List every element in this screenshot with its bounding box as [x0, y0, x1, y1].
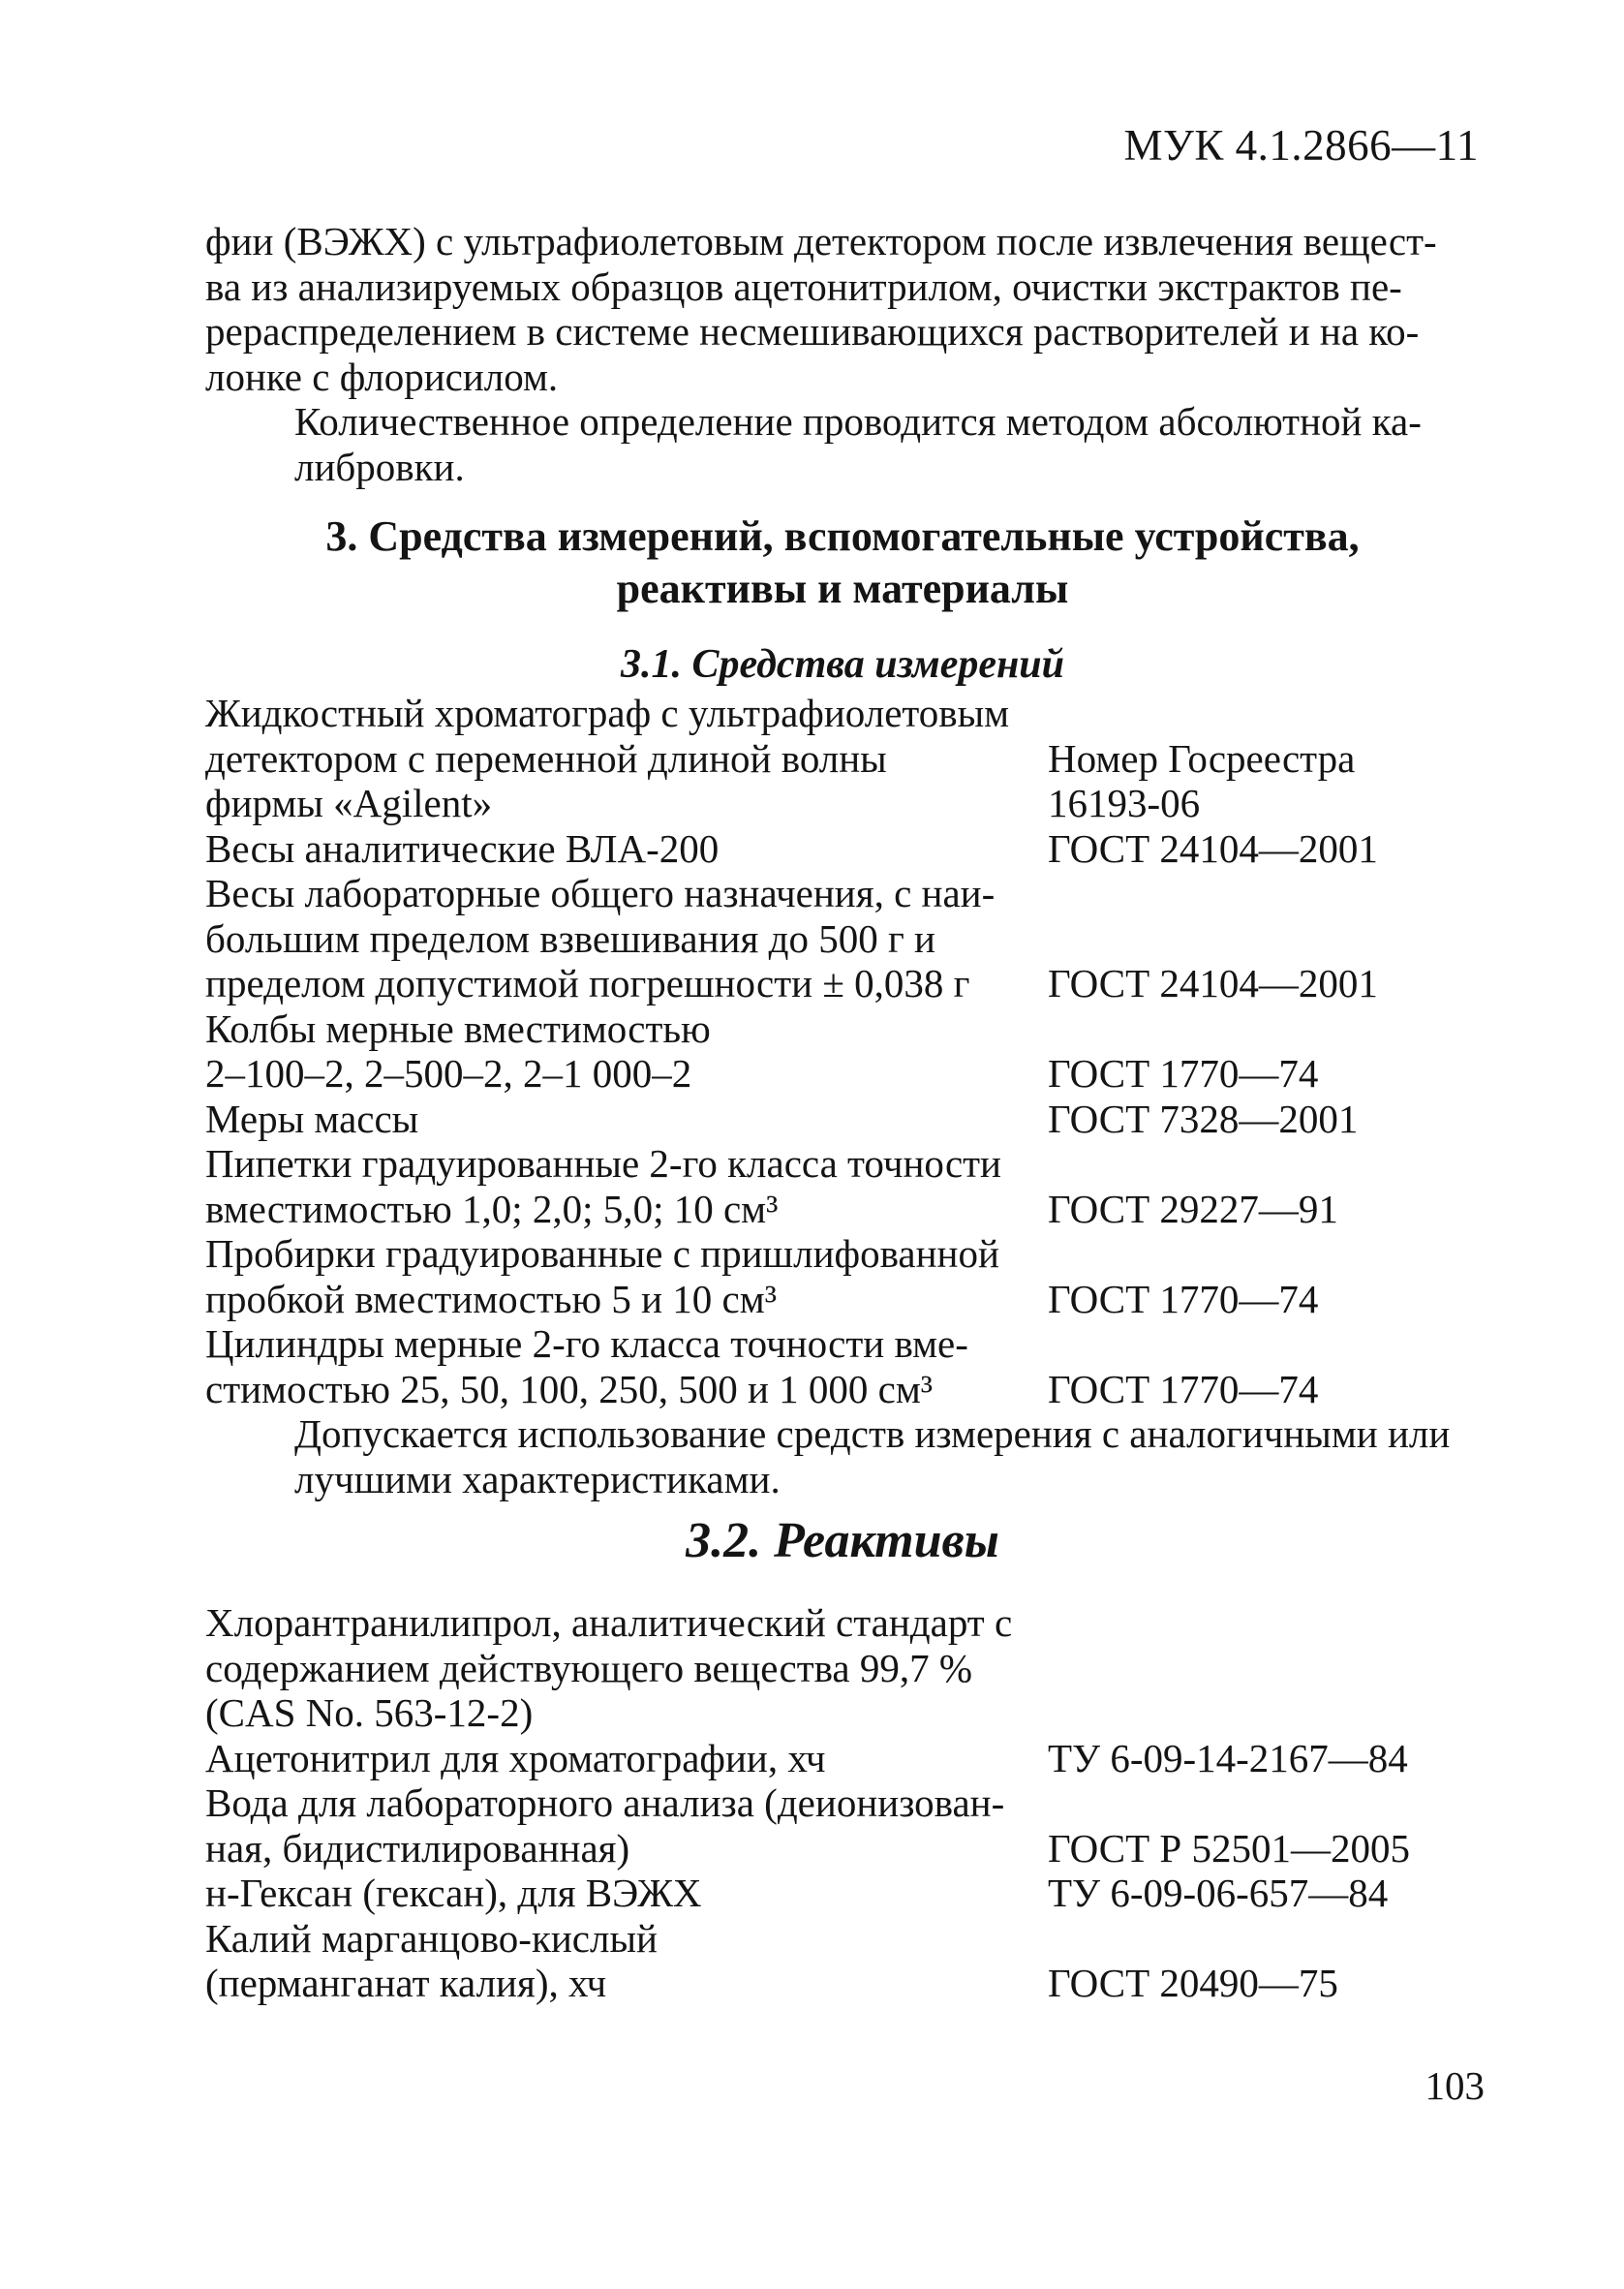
- page-content: [205, 219, 1480, 2006]
- note-line: Допускается использование средств измерения с аналогичными или: [294, 1411, 1451, 1456]
- item-description: [205, 1871, 1048, 1916]
- item-standard-line: ТУ 6-09-06-657—84: [1048, 1871, 1389, 1915]
- list-item: [205, 1006, 1480, 1097]
- item-description-line: Весы лабораторные общего назначения, с наи-: [205, 871, 996, 915]
- item-description-line: Калий марганцово-кислый: [205, 1915, 658, 1961]
- item-description: [205, 1097, 1048, 1142]
- item-standard-line: ГОСТ 1770—74: [1048, 1276, 1319, 1321]
- item-standard-reference: [1048, 1826, 1480, 1871]
- item-standard-reference: [1048, 1277, 1480, 1322]
- item-standard-line: ГОСТ 24104—2001: [1048, 961, 1378, 1005]
- item-standard-reference: [1048, 1736, 1480, 1781]
- measuring-instruments-list: [205, 691, 1480, 1411]
- item-description-line: пределом допустимой погрешности ± 0,038 г: [205, 961, 970, 1005]
- item-description: [205, 1736, 1048, 1781]
- item-description-line: Ацетонитрил для хроматографии, хч: [205, 1735, 826, 1780]
- item-standard-line: 16193-06: [1048, 781, 1201, 825]
- section-3-heading: [205, 510, 1480, 615]
- item-standard-reference: [1048, 1097, 1480, 1142]
- list-item: [205, 1231, 1480, 1321]
- item-description-line: Весы аналитические ВЛА-200: [205, 825, 720, 871]
- item-standard-line: ГОСТ 29227—91: [1048, 1186, 1338, 1231]
- list-item: [205, 1600, 1480, 1736]
- list-item: [205, 691, 1480, 826]
- item-description-line: Пипетки градуированные 2-го класса точности: [205, 1141, 1002, 1186]
- list-item: [205, 826, 1480, 872]
- item-standard-line: ГОСТ 1770—74: [1048, 1366, 1319, 1411]
- item-standard-reference: [1048, 1187, 1480, 1232]
- item-standard-line: ГОСТ 1770—74: [1048, 1051, 1319, 1096]
- intro-line: Количественное определение проводится методом абсолютной ка-: [294, 399, 1422, 444]
- item-description-line: содержанием действующего вещества 99,7 %: [205, 1645, 973, 1690]
- list-item: [205, 1141, 1480, 1231]
- item-description-line: 2–100–2, 2–500–2, 2–1 000–2: [205, 1051, 692, 1096]
- item-standard-reference: [1048, 1051, 1480, 1097]
- item-description-line: Цилиндры мерные 2-го класса точности вме-: [205, 1321, 968, 1366]
- intro-line: фии (ВЭЖХ) с ультрафиолетовым детектором после извлечения вещест-: [205, 219, 1437, 263]
- item-description: [205, 691, 1048, 826]
- item-description: [205, 1780, 1048, 1871]
- item-description: [205, 871, 1048, 1006]
- item-description: [205, 1916, 1048, 2006]
- item-standard-reference: [1048, 1690, 1480, 1736]
- list-item: [205, 1780, 1480, 1871]
- item-description-line: Вода для лабораторного анализа (деионизован-: [205, 1780, 1005, 1825]
- item-description-line: (перманганат калия), хч: [205, 1961, 607, 2005]
- list-item: [205, 1321, 1480, 1411]
- item-description-line: (CAS No. 563-12-2): [205, 1690, 534, 1735]
- item-description-line: Пробирки градуированные с пришлифованной: [205, 1231, 999, 1276]
- intro-line: ва из анализируемых образцов ацетонитрилом, очистки экстрактов пе-: [205, 263, 1402, 309]
- item-description: [205, 1006, 1048, 1097]
- item-standard-line: ГОСТ 20490—75: [1048, 1961, 1338, 2005]
- item-description-line: Хлорантранилипрол, аналитический стандарт с: [205, 1600, 1013, 1645]
- list-item: [205, 871, 1480, 1006]
- document-code-header: МУК 4.1.2866—11: [1123, 121, 1479, 170]
- item-standard-reference: [1048, 1367, 1480, 1412]
- item-description-line: Колбы мерные вместимостью: [205, 1005, 711, 1051]
- intro-line: либровки.: [294, 444, 465, 489]
- reagents-list: [205, 1600, 1480, 2006]
- item-standard-line: ГОСТ 7328—2001: [1048, 1096, 1359, 1141]
- item-standard-reference: [1048, 1961, 1480, 2006]
- item-description: [205, 1600, 1048, 1736]
- section-3-1-heading: 3.1. Средства измерений: [620, 642, 1065, 687]
- list-item: [205, 1871, 1480, 1916]
- list-item: [205, 1736, 1480, 1781]
- item-description-line: пробкой вместимостью 5 и 10 см³: [205, 1276, 777, 1321]
- substitution-note: [205, 1411, 1480, 1501]
- item-description-line: ная, бидистилированная): [205, 1825, 630, 1871]
- list-item: [205, 1097, 1480, 1142]
- section-3-title-line: 3. Средства измерений, вспомогательные устройства,: [325, 512, 1360, 560]
- item-description-line: н-Гексан (гексан), для ВЭЖХ: [205, 1871, 702, 1915]
- list-item: [205, 1916, 1480, 2006]
- item-standard-reference: [1048, 1871, 1480, 1916]
- intro-line: рераспределением в системе несмешивающихся растворителей и на ко-: [205, 309, 1420, 354]
- item-description-line: большим пределом взвешивания до 500 г и: [205, 915, 935, 961]
- item-standard-line: ТУ 6-09-14-2167—84: [1048, 1735, 1408, 1780]
- item-description-line: Жидкостный хроматограф с ультрафиолетовым: [205, 691, 1010, 735]
- item-standard-reference: [1048, 961, 1480, 1006]
- note-line: лучшими характеристиками.: [294, 1456, 781, 1501]
- item-description-line: фирмы «Agilent»: [205, 781, 493, 825]
- item-description-line: стимостью 25, 50, 100, 250, 500 и 1 000 см³: [205, 1366, 934, 1411]
- section-3-title-line: реактивы и материалы: [616, 565, 1069, 612]
- item-description: [205, 1321, 1048, 1411]
- item-standard-reference: [1048, 826, 1480, 872]
- item-description: [205, 826, 1048, 872]
- item-description-line: детектором с переменной длиной волны: [205, 735, 887, 781]
- item-description-line: Меры массы: [205, 1096, 419, 1141]
- item-description: [205, 1231, 1048, 1321]
- item-standard-line: Номер Госреестра: [1048, 735, 1356, 781]
- page-number: 103: [1425, 2063, 1485, 2108]
- item-description-line: вместимостью 1,0; 2,0; 5,0; 10 см³: [205, 1186, 779, 1231]
- section-3-2-heading: 3.2. Реактивы: [686, 1513, 999, 1568]
- item-standard-line: ГОСТ Р 52501—2005: [1048, 1825, 1410, 1871]
- item-description: [205, 1141, 1048, 1231]
- item-standard-line: [1048, 691, 1480, 736]
- intro-line: лонке с флорисилом.: [205, 354, 559, 399]
- intro-paragraph-calibration: [205, 399, 1480, 489]
- item-standard-line: [1048, 1690, 1480, 1736]
- intro-paragraph-method: [205, 219, 1480, 399]
- item-standard-reference: [1048, 691, 1480, 826]
- item-standard-line: ГОСТ 24104—2001: [1048, 825, 1378, 871]
